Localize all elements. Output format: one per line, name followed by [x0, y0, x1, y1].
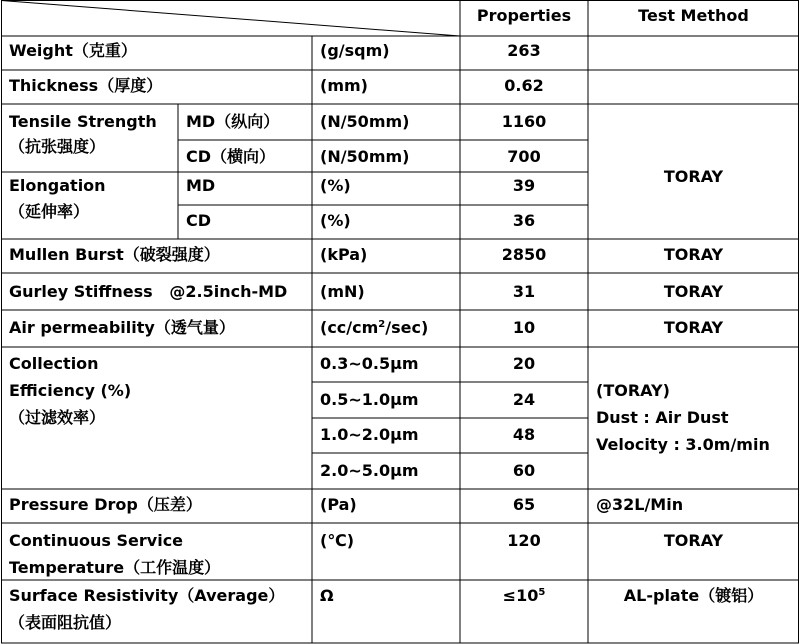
collection-value: 24	[512, 390, 536, 409]
pressure-unit: (Pa)	[320, 495, 357, 514]
collection-range: 0.5~1.0μm	[320, 390, 419, 409]
elongation-cd-label: CD	[186, 211, 212, 230]
tensile-md-unit: (N/50mm)	[320, 112, 410, 131]
collection-range: 0.3~0.5μm	[320, 354, 419, 373]
collection-cn: （过滤效率）	[9, 408, 106, 427]
air-label: Air permeability（透气量）	[9, 318, 235, 337]
service-value: 120	[507, 531, 541, 550]
collection-method-2: Dust : Air Dust	[596, 408, 729, 427]
weight-label: Weight（克重）	[9, 41, 137, 60]
resistivity-method: AL-plate（镀铝）	[623, 586, 764, 605]
mullen-value: 2850	[501, 245, 547, 264]
thickness-label: Thickness（厚度）	[9, 76, 163, 95]
elongation-cd-value: 36	[512, 211, 536, 230]
gurley-value: 31	[512, 282, 536, 301]
collection-value: 60	[512, 461, 536, 480]
elongation-md-label: MD	[186, 176, 216, 195]
gurley-unit: (mN)	[320, 282, 365, 301]
mullen-method: TORAY	[663, 245, 724, 264]
elongation-md-value: 39	[512, 176, 536, 195]
collection-value: 20	[512, 354, 536, 373]
mullen-label: Mullen Burst（破裂强度）	[9, 245, 220, 264]
gurley-label: Gurley Stiffness @2.5inch-MD	[9, 282, 288, 301]
collection-value: 48	[512, 425, 536, 444]
header-properties: Properties	[476, 6, 572, 25]
service-label-2: Temperature（工作温度）	[9, 558, 221, 577]
collection-label-2: Efficiency (%)	[9, 381, 132, 400]
air-unit: $(cc/cm^2/\sec)$	[320, 318, 429, 337]
tensile-elongation-method: TORAY	[663, 167, 724, 186]
collection-method-3: Velocity : 3.0m/min	[596, 435, 770, 454]
pressure-method: @32L/Min	[596, 495, 684, 514]
thickness-unit: (mm)	[320, 76, 368, 95]
thickness-value: 0.62	[504, 76, 544, 95]
gurley-method: TORAY	[663, 282, 724, 301]
tensile-cn: （抗张强度）	[9, 137, 106, 156]
air-method: TORAY	[663, 318, 724, 337]
header-diagonal	[2, 1, 461, 37]
resistivity-value: $\le 10^5$	[502, 586, 546, 605]
service-label-1: Continuous Service	[9, 531, 184, 550]
tensile-md-value: 1160	[501, 112, 547, 131]
mullen-unit: (kPa)	[320, 245, 368, 264]
resistivity-cn: （表面阻抗值）	[9, 613, 122, 632]
service-unit: (℃)	[320, 531, 354, 550]
service-method: TORAY	[663, 531, 724, 550]
tensile-cd-value: 700	[507, 147, 541, 166]
header-test-method: Test Method	[638, 6, 749, 25]
pressure-label: Pressure Drop（压差）	[9, 495, 202, 514]
elongation-cn: （延伸率）	[9, 202, 90, 221]
collection-range: 1.0~2.0μm	[320, 425, 419, 444]
tensile-label: Tensile Strength	[9, 112, 157, 131]
air-value: 10	[512, 318, 536, 337]
tensile-md-label: MD（纵向）	[186, 112, 280, 131]
collection-method-1: (TORAY)	[596, 381, 670, 400]
weight-value: 263	[507, 41, 541, 60]
tensile-cd-unit: (N/50mm)	[320, 147, 410, 166]
collection-label-1: Collection	[9, 354, 99, 373]
tensile-cd-label: CD（横向）	[186, 147, 276, 166]
resistivity-label: Surface Resistivity（Average）	[9, 586, 285, 605]
pressure-value: 65	[512, 495, 536, 514]
elongation-md-unit: (%)	[320, 176, 351, 195]
resistivity-unit: Ω	[320, 586, 334, 605]
elongation-label: Elongation	[9, 176, 106, 195]
collection-range: 2.0~5.0μm	[320, 461, 419, 480]
elongation-cd-unit: (%)	[320, 211, 351, 230]
weight-unit: (g/sqm)	[320, 41, 390, 60]
